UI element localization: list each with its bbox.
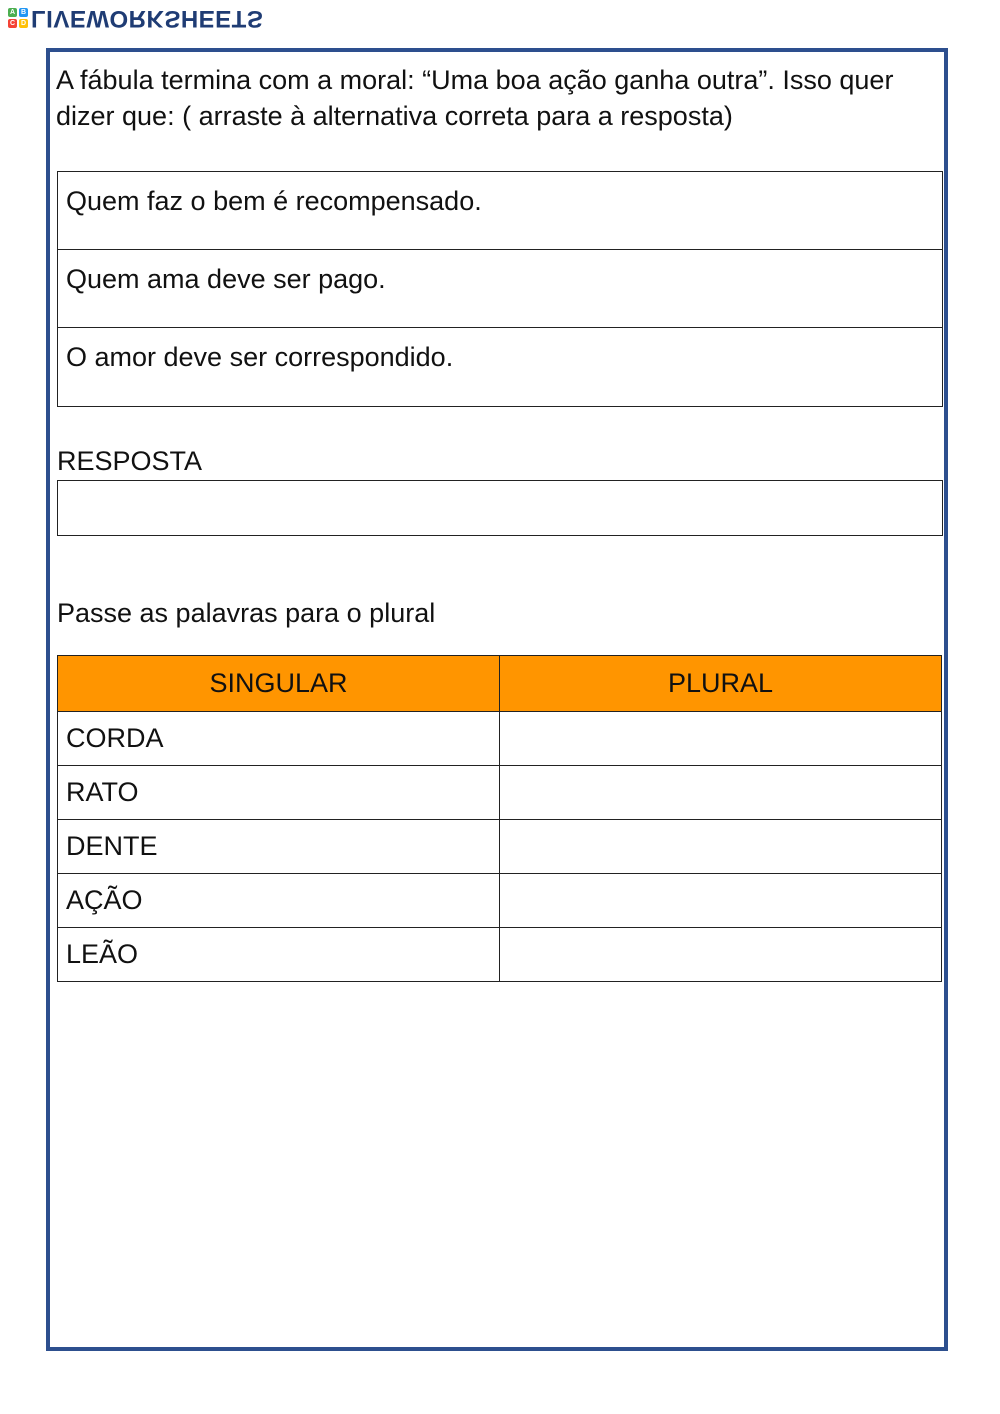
answer-label: RESPOSTA — [57, 446, 203, 476]
plural-column-header: PLURAL — [500, 656, 942, 712]
option-1[interactable]: Quem faz o bem é recompensado. — [58, 172, 942, 250]
plural-table — [57, 655, 942, 982]
liveworksheets-logo — [8, 4, 263, 32]
singular-word: AÇÃO — [58, 874, 500, 928]
plural-cell — [500, 766, 942, 820]
option-2[interactable]: Quem ama deve ser pago. — [58, 250, 942, 328]
table-header-row — [58, 656, 942, 712]
plural-input[interactable] — [500, 766, 941, 819]
plural-cell — [500, 820, 942, 874]
singular-word: RATO — [58, 766, 500, 820]
table-row — [58, 928, 942, 982]
singular-word: LEÃO — [58, 928, 500, 982]
plural-input[interactable] — [500, 820, 941, 873]
plural-cell — [500, 712, 942, 766]
table-row — [58, 766, 942, 820]
question-text: A fábula termina com a moral: “Uma boa ação ganha outra”. Isso quer dizer que: ( arraste à alternativa correta para a resposta) — [56, 65, 894, 131]
answer-drop-zone[interactable] — [57, 480, 943, 536]
singular-column-header: SINGULAR — [58, 656, 500, 712]
logo-squares-icon: A B C D — [9, 9, 27, 27]
answer-options — [57, 171, 943, 407]
table-row — [58, 874, 942, 928]
option-3[interactable]: O amor deve ser correspondido. — [66, 342, 454, 372]
singular-word: DENTE — [58, 820, 500, 874]
plural-input[interactable] — [500, 928, 941, 981]
plural-cell — [500, 928, 942, 982]
logo-text: LIVEWORKSHEETS — [31, 5, 264, 32]
singular-word: CORDA — [58, 712, 500, 766]
table-row — [58, 820, 942, 874]
plural-input[interactable] — [500, 712, 941, 765]
plural-cell — [500, 874, 942, 928]
table-row — [58, 712, 942, 766]
plural-heading: Passe as palavras para o plural — [57, 598, 436, 628]
plural-input[interactable] — [500, 874, 941, 927]
